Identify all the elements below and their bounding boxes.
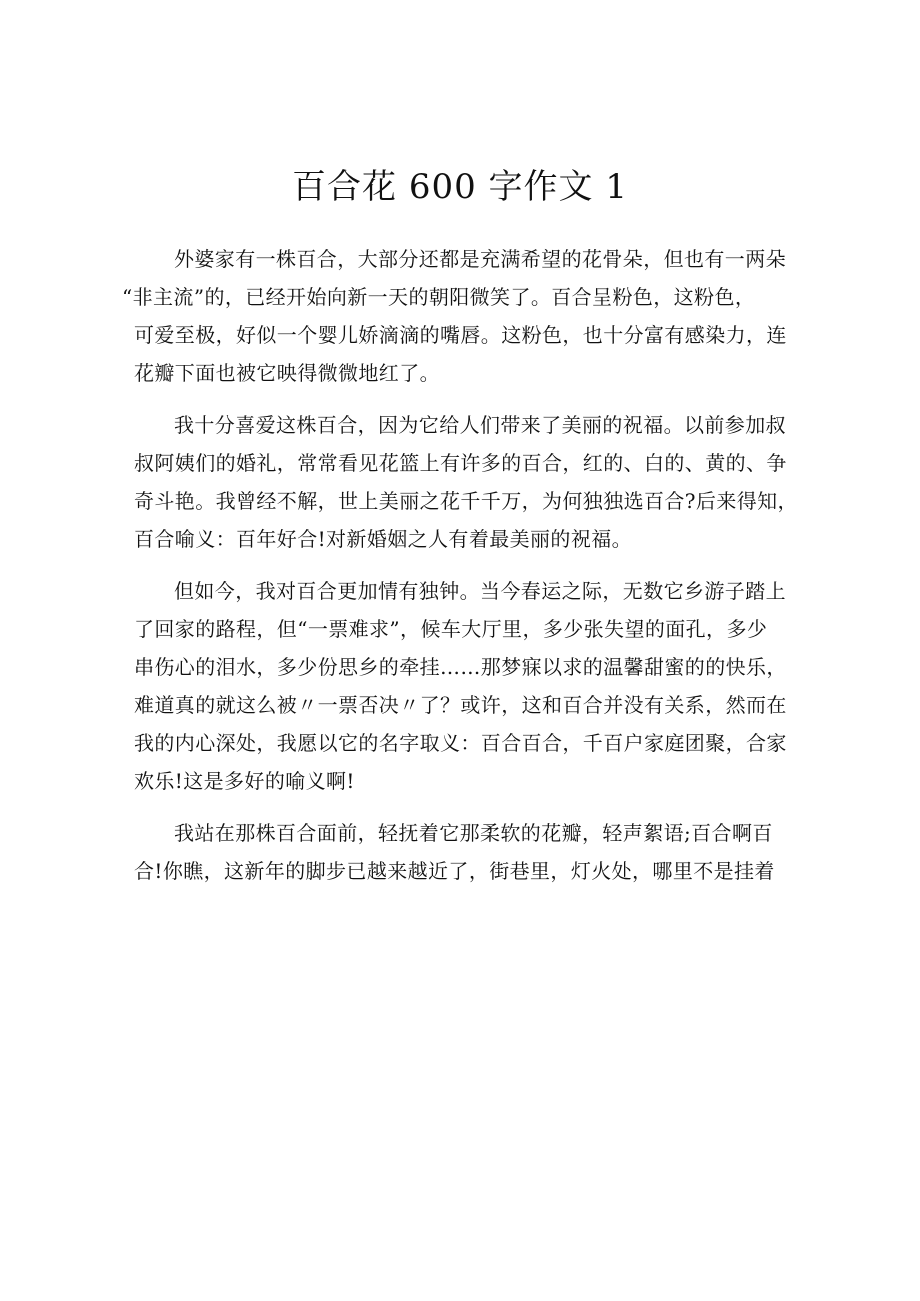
paragraph-2 — [134, 406, 798, 558]
text-line: 我站在那株百合面前，轻抚着它那柔软的花瓣，轻声絮语;百合啊百 — [174, 821, 773, 845]
document-body — [122, 240, 798, 904]
document-title: 百合花 600 字作文 1 — [292, 167, 628, 207]
text-line: 欢乐!这是多好的喻义啊! — [134, 769, 355, 793]
paragraph-4 — [134, 814, 794, 890]
text-line: 我十分喜爱这株百合，因为它给人们带来了美丽的祝福。以前参加叔 — [174, 413, 786, 437]
text-line: 可爱至极，好似一个婴儿娇滴滴的嘴唇。这粉色，也十分富有感染力，连 — [134, 323, 787, 347]
text-line: 外婆家有一株百合，大部分还都是充满希望的花骨朵，但也有一两朵 — [174, 247, 786, 271]
text-line: 百合喻义：百年好合!对新婚姻之人有着最美丽的祝福。 — [134, 527, 633, 551]
text-line: 我的内心深处，我愿以它的名字取义：百合百合，千百户家庭团聚，合家 — [134, 731, 787, 755]
text-line: 难道真的就这么被〃一票否决〃了？或许，这和百合并没有关系，然而在 — [134, 693, 787, 717]
paragraph-1 — [122, 240, 794, 392]
text-line: 花瓣下面也被它映得微微地红了。 — [134, 361, 440, 385]
text-line: 了回家的路程，但“一票难求”，候车大厅里，多少张失望的面孔，多少 — [134, 617, 768, 641]
text-line: 但如今，我对百合更加情有独钟。当今春运之际，无数它乡游子踏上 — [174, 579, 786, 603]
text-line: 奇斗艳。我曾经不解，世上美丽之花千千万，为何独独选百合?后来得知， — [134, 489, 798, 513]
text-line: 合!你瞧，这新年的脚步已越来越近了，街巷里，灯火处，哪里不是挂着 — [134, 859, 775, 883]
text-line: “非主流”的，已经开始向新一天的朝阳微笑了。百合呈粉色，这粉色， — [122, 285, 756, 309]
text-line: 叔阿姨们的婚礼，常常看见花篮上有许多的百合，红的、白的、黄的、争 — [134, 451, 787, 475]
paragraph-3 — [134, 572, 794, 800]
text-line: 串伤心的泪水，多少份思乡的牵挂……那梦寐以求的温馨甜蜜的的快乐， — [134, 655, 787, 679]
